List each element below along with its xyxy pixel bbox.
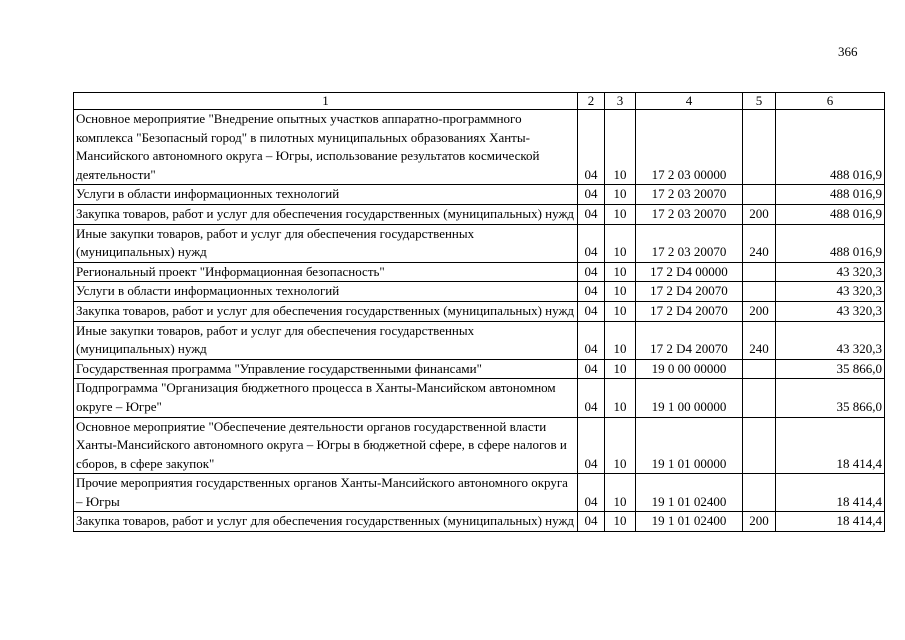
column-header: 6 xyxy=(776,93,885,110)
table-row xyxy=(74,359,885,379)
target-article-code: 19 1 01 02400 xyxy=(636,474,743,512)
target-article-code: 17 2 D4 20070 xyxy=(636,282,743,302)
subsection-code: 10 xyxy=(605,417,636,474)
amount: 18 414,4 xyxy=(776,417,885,474)
subsection-code: 10 xyxy=(605,359,636,379)
amount: 488 016,9 xyxy=(776,185,885,205)
table-row xyxy=(74,321,885,359)
target-article-code: 19 1 01 00000 xyxy=(636,417,743,474)
subsection-code: 10 xyxy=(605,474,636,512)
expense-type-code xyxy=(743,417,776,474)
target-article-code: 17 2 03 00000 xyxy=(636,110,743,185)
expense-type-code xyxy=(743,185,776,205)
table-row xyxy=(74,301,885,321)
section-code: 04 xyxy=(578,512,605,532)
table-row xyxy=(74,282,885,302)
amount: 43 320,3 xyxy=(776,301,885,321)
expense-type-code xyxy=(743,359,776,379)
section-code: 04 xyxy=(578,204,605,224)
table-body xyxy=(74,110,885,532)
expense-type-code xyxy=(743,379,776,417)
subsection-code: 10 xyxy=(605,282,636,302)
section-code: 04 xyxy=(578,262,605,282)
table-row xyxy=(74,379,885,417)
table-row xyxy=(74,474,885,512)
expense-type-code: 240 xyxy=(743,321,776,359)
section-code: 04 xyxy=(578,110,605,185)
item-name: Закупка товаров, работ и услуг для обеспечения государственных (муниципальных) нужд xyxy=(74,301,578,321)
subsection-code: 10 xyxy=(605,301,636,321)
expense-type-code xyxy=(743,282,776,302)
target-article-code: 17 2 03 20070 xyxy=(636,185,743,205)
expense-type-code: 200 xyxy=(743,204,776,224)
item-name: Основное мероприятие "Обеспечение деятельности органов государственной власти Ханты-Мансийского автономного округа – Югры в бюджетной сфере, в сфере налогов и сборов, в сфере закупок" xyxy=(74,417,578,474)
section-code: 04 xyxy=(578,474,605,512)
section-code: 04 xyxy=(578,185,605,205)
section-code: 04 xyxy=(578,301,605,321)
column-header: 3 xyxy=(605,93,636,110)
table-row xyxy=(74,512,885,532)
section-code: 04 xyxy=(578,224,605,262)
expense-type-code: 240 xyxy=(743,224,776,262)
budget-table xyxy=(73,92,885,532)
amount: 43 320,3 xyxy=(776,282,885,302)
section-code: 04 xyxy=(578,359,605,379)
target-article-code: 17 2 D4 20070 xyxy=(636,321,743,359)
item-name: Закупка товаров, работ и услуг для обеспечения государственных (муниципальных) нужд xyxy=(74,204,578,224)
amount: 18 414,4 xyxy=(776,512,885,532)
column-header: 2 xyxy=(578,93,605,110)
target-article-code: 19 1 01 02400 xyxy=(636,512,743,532)
amount: 488 016,9 xyxy=(776,204,885,224)
expense-type-code xyxy=(743,262,776,282)
subsection-code: 10 xyxy=(605,379,636,417)
subsection-code: 10 xyxy=(605,185,636,205)
section-code: 04 xyxy=(578,417,605,474)
table-row xyxy=(74,110,885,185)
target-article-code: 19 1 00 00000 xyxy=(636,379,743,417)
amount: 35 866,0 xyxy=(776,359,885,379)
table-row xyxy=(74,224,885,262)
amount: 43 320,3 xyxy=(776,321,885,359)
expense-type-code: 200 xyxy=(743,301,776,321)
subsection-code: 10 xyxy=(605,262,636,282)
target-article-code: 17 2 D4 20070 xyxy=(636,301,743,321)
item-name: Прочие мероприятия государственных органов Ханты-Мансийского автономного округа – Югры xyxy=(74,474,578,512)
target-article-code: 17 2 03 20070 xyxy=(636,224,743,262)
expense-type-code xyxy=(743,474,776,512)
table-row xyxy=(74,204,885,224)
page-number: 366 xyxy=(838,44,858,59)
subsection-code: 10 xyxy=(605,224,636,262)
subsection-code: 10 xyxy=(605,512,636,532)
amount: 18 414,4 xyxy=(776,474,885,512)
subsection-code: 10 xyxy=(605,110,636,185)
header-row xyxy=(74,93,885,110)
expense-type-code xyxy=(743,110,776,185)
item-name: Основное мероприятие "Внедрение опытных участков аппаратно-программного комплекса "Безопасный город" в пилотных муниципальных образованиях Ханты-Мансийского автономного округа – Югры, использование результатов космической деятельности" xyxy=(74,110,578,185)
target-article-code: 17 2 03 20070 xyxy=(636,204,743,224)
subsection-code: 10 xyxy=(605,204,636,224)
item-name: Подпрограмма "Организация бюджетного процесса в Ханты-Мансийском автономном округе – Югре" xyxy=(74,379,578,417)
item-name: Государственная программа "Управление государственными финансами" xyxy=(74,359,578,379)
amount: 35 866,0 xyxy=(776,379,885,417)
amount: 488 016,9 xyxy=(776,224,885,262)
table-row xyxy=(74,417,885,474)
item-name: Услуги в области информационных технологий xyxy=(74,282,578,302)
target-article-code: 17 2 D4 00000 xyxy=(636,262,743,282)
section-code: 04 xyxy=(578,379,605,417)
item-name: Иные закупки товаров, работ и услуг для обеспечения государственных (муниципальных) нужд xyxy=(74,224,578,262)
column-header: 5 xyxy=(743,93,776,110)
table-row xyxy=(74,185,885,205)
column-header: 4 xyxy=(636,93,743,110)
table-row xyxy=(74,262,885,282)
amount: 488 016,9 xyxy=(776,110,885,185)
item-name: Региональный проект "Информационная безопасность" xyxy=(74,262,578,282)
item-name: Услуги в области информационных технологий xyxy=(74,185,578,205)
amount: 43 320,3 xyxy=(776,262,885,282)
item-name: Иные закупки товаров, работ и услуг для обеспечения государственных (муниципальных) нужд xyxy=(74,321,578,359)
section-code: 04 xyxy=(578,321,605,359)
column-header: 1 xyxy=(74,93,578,110)
section-code: 04 xyxy=(578,282,605,302)
subsection-code: 10 xyxy=(605,321,636,359)
target-article-code: 19 0 00 00000 xyxy=(636,359,743,379)
item-name: Закупка товаров, работ и услуг для обеспечения государственных (муниципальных) нужд xyxy=(74,512,578,532)
expense-type-code: 200 xyxy=(743,512,776,532)
